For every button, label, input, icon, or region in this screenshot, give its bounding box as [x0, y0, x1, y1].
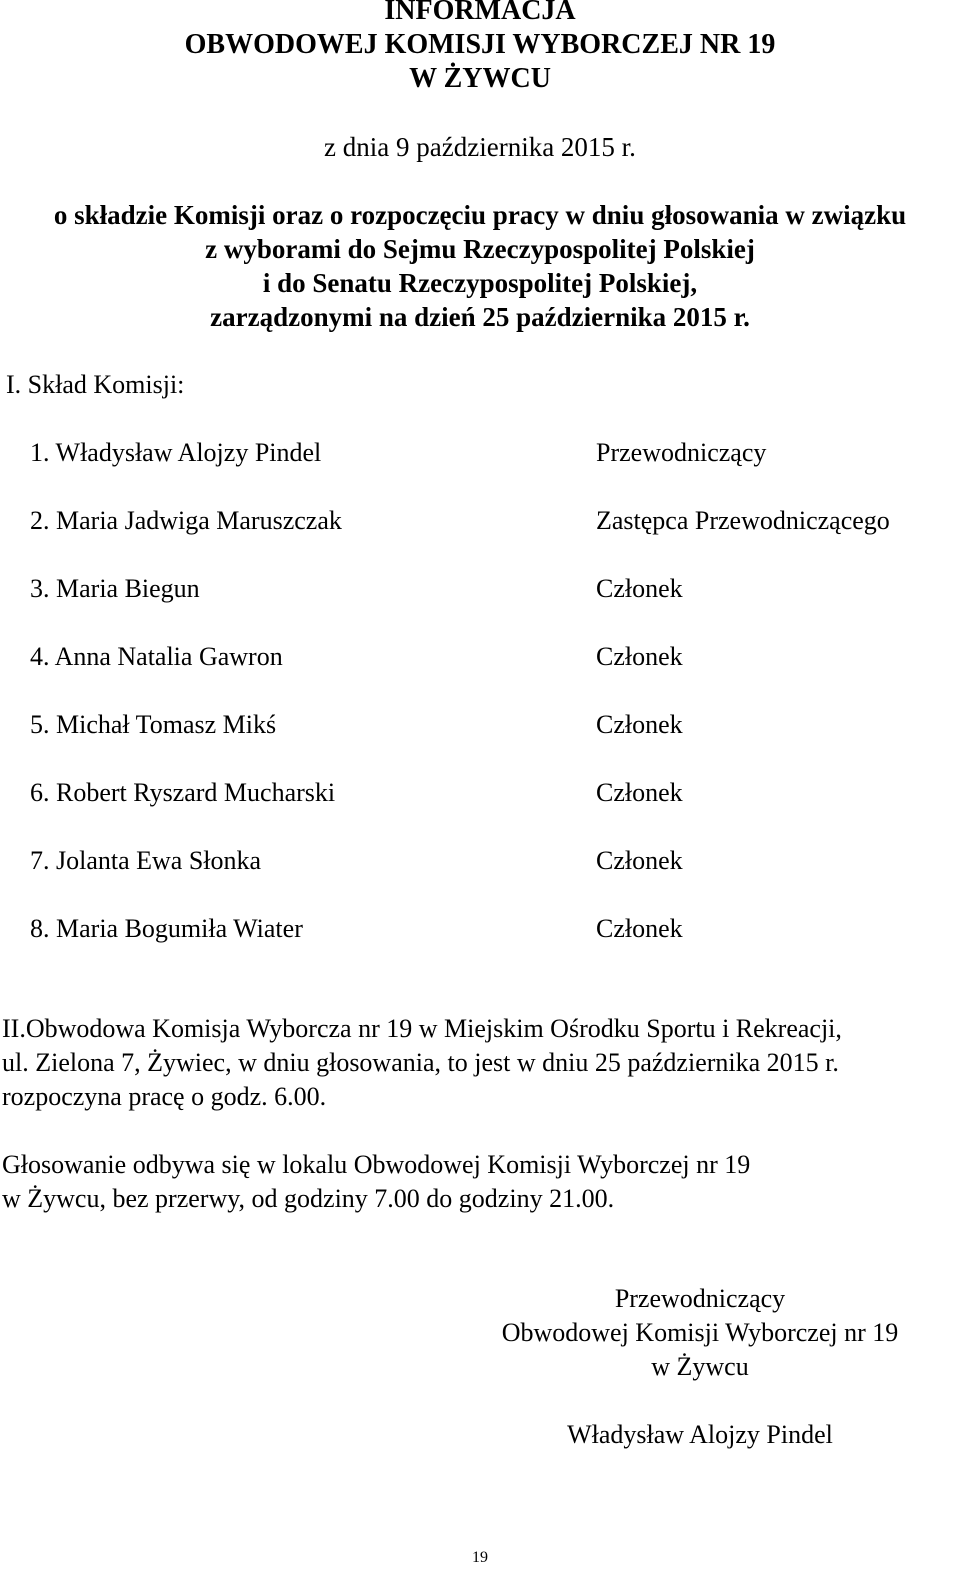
- voting-info-word: nr: [696, 1150, 718, 1179]
- document-title-line-1: INFORMACJA: [384, 0, 576, 26]
- signature-title: Przewodniczący: [614, 1284, 786, 1313]
- member-row: [0, 640, 960, 674]
- member-row: [0, 776, 960, 810]
- signature-location: w Żywcu: [651, 1352, 749, 1381]
- voting-info-word: się: [221, 1150, 251, 1179]
- voting-info-word: lokalu: [282, 1150, 348, 1179]
- member-role: Przewodniczący: [596, 438, 767, 467]
- member-row: [0, 708, 960, 742]
- voting-info-word: Komisji: [487, 1150, 572, 1179]
- subject-line-4: zarządzonymi na dzień 25 października 2015 r.: [210, 302, 750, 332]
- member-name: 3. Maria Biegun: [30, 574, 200, 603]
- voting-info-line-2: w Żywcu, bez przerwy, od godziny 7.00 do godziny 21.00.: [2, 1184, 615, 1213]
- member-name: 1. Władysław Alojzy Pindel: [30, 438, 322, 467]
- member-name: 5. Michał Tomasz Mikś: [30, 710, 277, 739]
- member-name: 2. Maria Jadwiga Maruszczak: [30, 506, 342, 535]
- member-name: 6. Robert Ryszard Mucharski: [30, 778, 336, 807]
- member-row: [0, 436, 960, 470]
- member-role: Zastępca Przewodniczącego: [596, 506, 890, 535]
- document-date: z dnia 9 października 2015 r.: [324, 132, 636, 162]
- section-heading-composition: I. Skład Komisji:: [6, 370, 185, 399]
- signature-block: [470, 1282, 930, 1384]
- section-two-line-1: II.Obwodowa Komisja Wyborcza nr 19 w Miejskim Ośrodku Sportu i Rekreacji,: [2, 1014, 842, 1043]
- section-two-line-3: rozpoczyna pracę o godz. 6.00.: [2, 1082, 327, 1111]
- voting-info-word: Obwodowej: [353, 1150, 481, 1179]
- member-name: 8. Maria Bogumiła Wiater: [30, 914, 303, 943]
- subject-line-2: z wyborami do Sejmu Rzeczypospolitej Polskiej: [205, 234, 755, 264]
- member-name: 4. Anna Natalia Gawron: [30, 642, 283, 671]
- voting-info-word: 19: [724, 1150, 751, 1179]
- member-role: Członek: [596, 778, 683, 807]
- member-row: [0, 844, 960, 878]
- voting-info-paragraph: [2, 1148, 955, 1216]
- section-two-line-2: ul. Zielona 7, Żywiec, w dniu głosowania, to jest w dniu 25 października 2015 r.: [2, 1048, 839, 1077]
- member-name: 7. Jolanta Ewa Słonka: [30, 846, 262, 875]
- member-row: [0, 912, 960, 946]
- subject-line-3: i do Senatu Rzeczypospolitej Polskiej,: [262, 268, 698, 298]
- member-role: Członek: [596, 710, 683, 739]
- document-title-line-3: W ŻYWCU: [409, 63, 551, 94]
- member-row: [0, 504, 960, 538]
- voting-info-word: Głosowanie: [2, 1150, 127, 1179]
- member-role: Członek: [596, 914, 683, 943]
- document-title-line-2: OBWODOWEJ KOMISJI WYBORCZEJ NR 19: [184, 29, 776, 60]
- member-role: Członek: [596, 642, 683, 671]
- subject-line-1: o składzie Komisji oraz o rozpoczęciu pracy w dniu głosowania w związku: [53, 200, 907, 230]
- member-role: Członek: [596, 846, 683, 875]
- signer-name: Władysław Alojzy Pindel: [567, 1420, 833, 1449]
- voting-info-word: odbywa: [132, 1150, 216, 1179]
- voting-info-word: w: [256, 1150, 276, 1179]
- section-two-paragraph: [2, 1012, 955, 1114]
- member-row: [0, 572, 960, 606]
- voting-info-line-1: [2, 1148, 955, 1182]
- member-role: Członek: [596, 574, 683, 603]
- signature-committee: Obwodowej Komisji Wyborczej nr 19: [501, 1318, 899, 1347]
- page-number: 19: [472, 1549, 488, 1566]
- voting-info-word: Wyborczej: [577, 1150, 690, 1179]
